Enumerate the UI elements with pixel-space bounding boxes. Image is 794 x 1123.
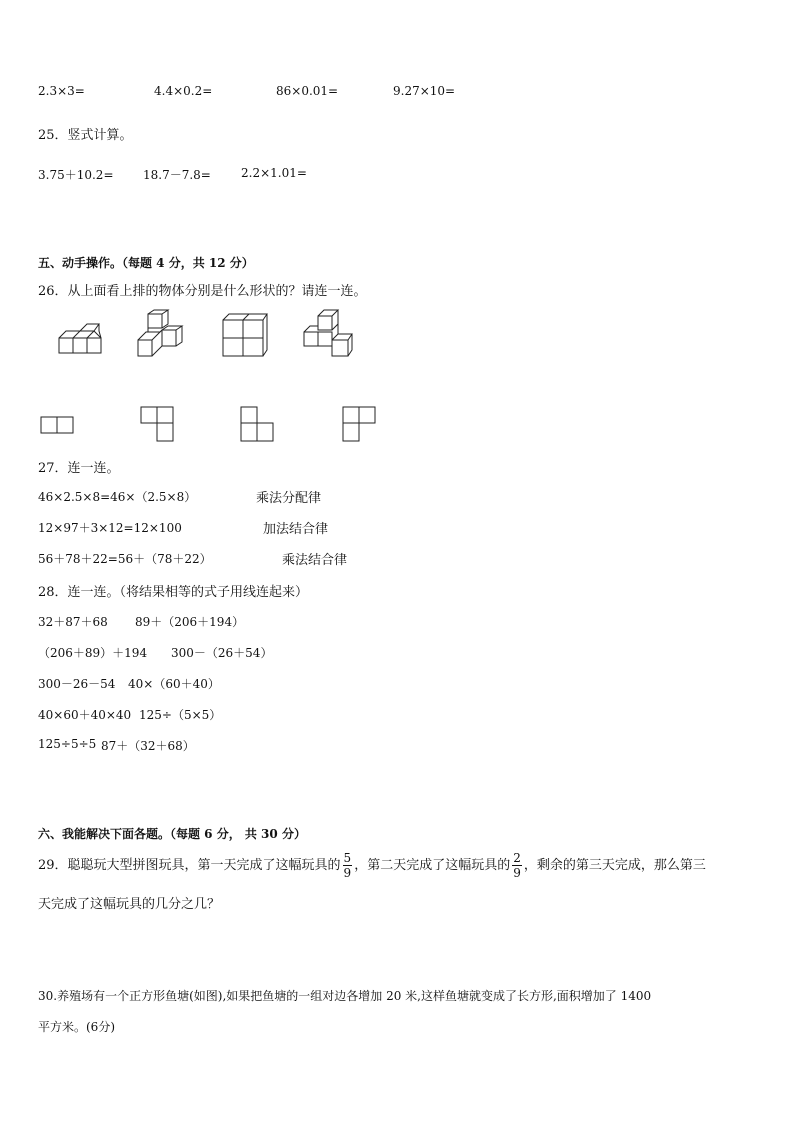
- fraction-2-denominator: 9: [513, 866, 521, 880]
- section6-heading: 六、我能解决下面各题。（每题 6 分， 共 30 分）: [38, 827, 306, 841]
- cube-figure-4: [300, 306, 356, 360]
- q27-expr-3: 56＋78＋22=56＋（78＋22）: [38, 552, 212, 566]
- q24-item-3: 86×0.01=: [276, 84, 339, 98]
- q27-title: 27．连一连。: [38, 461, 120, 476]
- q29-text-3: ，剩余的第三天完成，那么第三: [523, 858, 706, 873]
- q25-item-1: 3.75＋10.2=: [38, 168, 114, 182]
- fraction-two-ninths: [512, 852, 522, 879]
- q28-left-5: 125÷5÷5: [38, 737, 97, 751]
- fraction-1-denominator: 9: [343, 866, 352, 880]
- q29-line-2: 天完成了这幅玩具的几分之几？: [38, 897, 221, 912]
- cube-figure-2: [136, 310, 188, 360]
- q26-title: 26．从上面看上排的物体分别是什么形状的？请连一连。: [38, 284, 367, 299]
- q28-right-5: 87＋（32＋68）: [101, 739, 195, 753]
- q30-line-2: 平方米。(6分): [38, 1020, 115, 1034]
- top-view-shape-1: [40, 416, 76, 436]
- q29-text-2: ，第二天完成了这幅玩具的: [354, 858, 511, 873]
- q28-title: 28．连一连。（将结果相等的式子用线连起来）: [38, 585, 309, 600]
- q30-line-1: 30.养殖场有一个正方形鱼塘(如图),如果把鱼塘的一组对边各增加 20 米,这样鱼塘就变成了长方形,面积增加了 1400: [38, 989, 652, 1003]
- q25-item-3: 2.2×1.01=: [241, 166, 307, 180]
- q28-left-4: 40×60＋40×40: [38, 708, 132, 722]
- q24-item-4: 9.27×10=: [393, 84, 456, 98]
- fraction-five-ninths: [343, 852, 353, 879]
- top-view-shape-3: [240, 406, 276, 444]
- q28-left-2: （206＋89）＋194: [38, 646, 148, 660]
- q24-item-2: 4.4×0.2=: [154, 84, 213, 98]
- fraction-2-numerator: 2: [513, 851, 521, 865]
- q27-expr-1: 46×2.5×8=46×（2.5×8）: [38, 490, 197, 504]
- cube-figure-1: [55, 322, 105, 357]
- q25-title: 25．竖式计算。: [38, 128, 133, 143]
- q28-right-2: 300－（26＋54）: [171, 646, 273, 660]
- fraction-1-numerator: 5: [343, 851, 352, 865]
- q27-law-2: 加法结合律: [263, 522, 329, 537]
- q27-expr-2: 12×97＋3×12=12×100: [38, 521, 182, 535]
- q29-line-1: [38, 848, 706, 884]
- q25-item-2: 18.7－7.8=: [143, 168, 211, 182]
- q27-law-1: 乘法分配律: [256, 491, 322, 506]
- top-view-shape-2: [140, 406, 176, 444]
- cube-figure-3: [221, 312, 269, 358]
- q28-left-3: 300－26－54: [38, 677, 116, 691]
- q29-text-1: 29．聪聪玩大型拼图玩具，第一天完成了这幅玩具的: [38, 858, 341, 873]
- q28-right-1: 89＋（206＋194）: [135, 615, 245, 629]
- q24-item-1: 2.3×3=: [38, 84, 85, 98]
- q28-left-1: 32＋87＋68: [38, 615, 108, 629]
- q27-law-3: 乘法结合律: [282, 553, 348, 568]
- top-view-shape-4: [342, 406, 378, 444]
- q28-right-3: 40×（60＋40）: [128, 677, 220, 691]
- q28-right-4: 125÷（5×5）: [139, 708, 222, 722]
- section5-heading: 五、动手操作。（每题 4 分，共 12 分）: [38, 256, 254, 270]
